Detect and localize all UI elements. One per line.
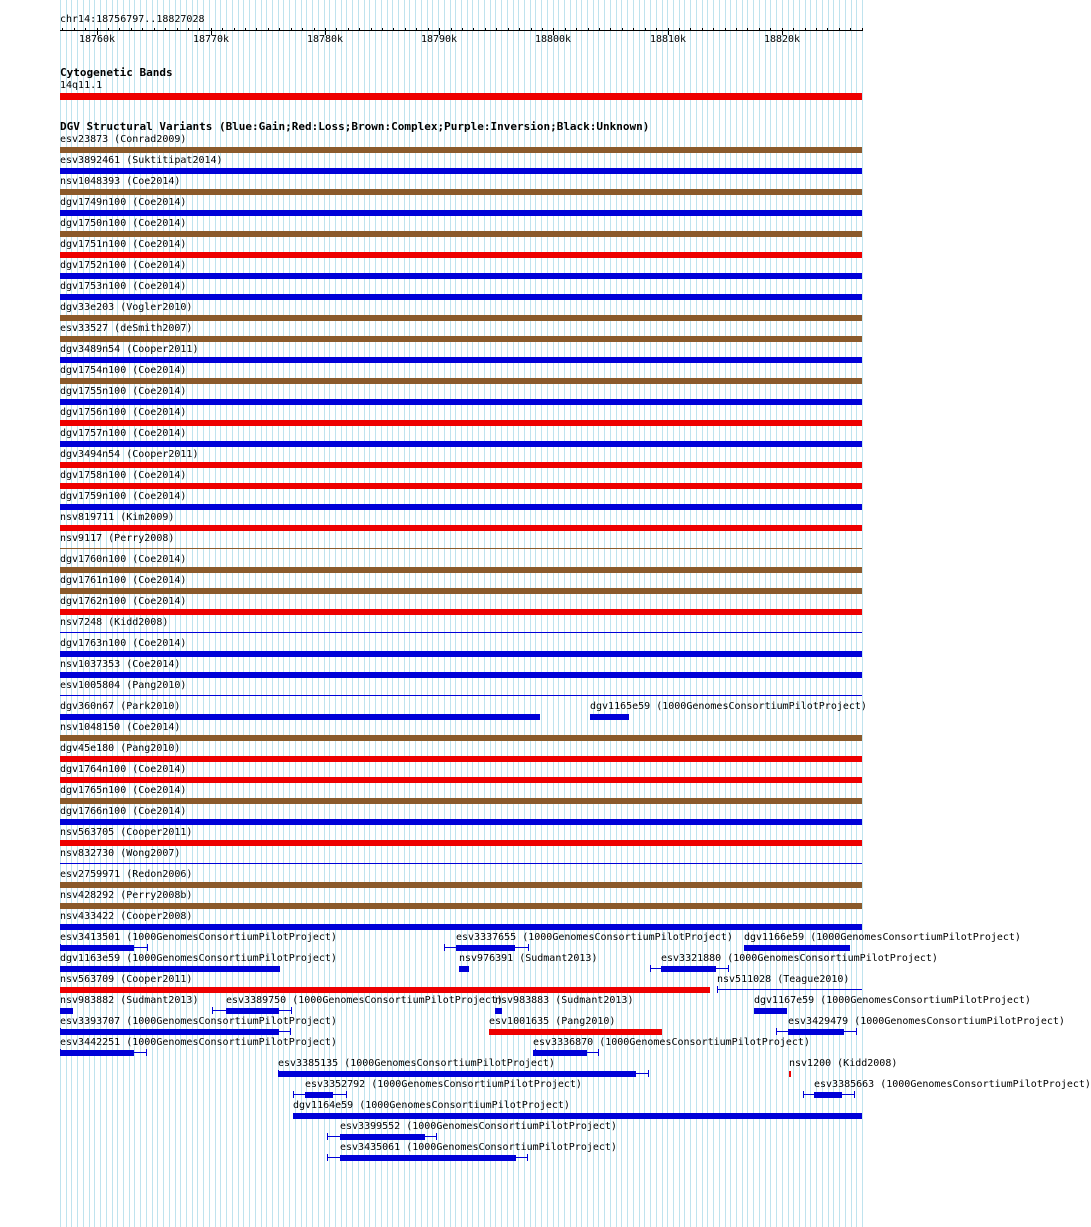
ruler-minor-tick	[770, 28, 771, 31]
variant-whisker-cap	[327, 1133, 328, 1140]
variant-label[interactable]: nsv9117 (Perry2008)	[60, 533, 175, 544]
ruler-minor-tick	[588, 28, 589, 31]
ruler-minor-tick	[565, 28, 566, 31]
variant-bar[interactable]	[60, 945, 134, 951]
variant-label[interactable]: dgv1766n100 (Coe2014)	[60, 806, 187, 817]
variant-label[interactable]: dgv33e203 (Vogler2010)	[60, 302, 193, 313]
ruler-position: chr14:18756797..18827028	[60, 14, 205, 25]
variant-bar[interactable]	[60, 315, 862, 321]
variant-label[interactable]: esv3337655 (1000GenomesConsortiumPilotProject)	[456, 932, 733, 943]
variant-whisker-cap	[728, 965, 729, 972]
ruler-minor-tick	[839, 28, 840, 31]
variant-whisker-cap	[60, 1049, 61, 1056]
variant-label[interactable]: nsv433422 (Cooper2008)	[60, 911, 193, 922]
variant-label[interactable]: dgv1765n100 (Coe2014)	[60, 785, 187, 796]
variant-bar[interactable]	[60, 863, 862, 864]
variant-label[interactable]: esv3389750 (1000GenomesConsortiumPilotProject)	[226, 995, 503, 1006]
variant-bar[interactable]	[60, 588, 862, 594]
ruler-tick-label: 18780k	[306, 34, 344, 45]
variant-bar[interactable]	[533, 1050, 587, 1056]
variant-bar[interactable]	[60, 420, 862, 426]
ruler-minor-tick	[108, 28, 109, 31]
variant-label[interactable]: dgv360n67 (Park2010)	[60, 701, 181, 712]
variant-label[interactable]: esv3413501 (1000GenomesConsortiumPilotProject)	[60, 932, 337, 943]
variant-label[interactable]: dgv1164e59 (1000GenomesConsortiumPilotProject)	[293, 1100, 570, 1111]
variant-bar[interactable]	[661, 966, 716, 972]
variant-label[interactable]: dgv1759n100 (Coe2014)	[60, 491, 187, 502]
variant-label[interactable]: nsv983882 (Sudmant2013)	[60, 995, 199, 1006]
variant-whisker	[60, 1052, 146, 1053]
variant-label[interactable]: esv3429479 (1000GenomesConsortiumPilotProject)	[788, 1016, 1065, 1027]
variant-bar[interactable]	[340, 1134, 425, 1140]
ruler-minor-tick	[382, 28, 383, 31]
variant-label[interactable]: dgv1167e59 (1000GenomesConsortiumPilotProject)	[754, 995, 1031, 1006]
ruler-minor-tick	[656, 28, 657, 31]
variant-label[interactable]: esv2759971 (Redon2006)	[60, 869, 193, 880]
ruler-minor-tick	[119, 28, 120, 31]
variant-whisker	[776, 1031, 856, 1032]
variant-bar[interactable]	[60, 903, 862, 909]
variant-label[interactable]: esv23873 (Conrad2009)	[60, 134, 187, 145]
variant-label[interactable]: esv3435061 (1000GenomesConsortiumPilotProject)	[340, 1142, 617, 1153]
variant-label[interactable]: dgv1165e59 (1000GenomesConsortiumPilotProject)	[590, 701, 867, 712]
variant-label[interactable]: esv3336870 (1000GenomesConsortiumPilotProject)	[533, 1037, 810, 1048]
variant-label[interactable]: esv3385135 (1000GenomesConsortiumPilotProject)	[278, 1058, 555, 1069]
variant-whisker-cap	[293, 1091, 294, 1098]
cyto-track-title[interactable]: Cytogenetic Bands	[60, 66, 173, 79]
ruler-minor-tick	[862, 28, 863, 31]
ruler-minor-tick	[827, 28, 828, 31]
variant-bar[interactable]	[60, 632, 862, 633]
ruler-tick-label: 18770k	[192, 34, 230, 45]
variant-bar[interactable]	[60, 147, 862, 153]
ruler-minor-tick	[805, 28, 806, 31]
variant-bar[interactable]	[60, 695, 862, 696]
variant-whisker	[650, 968, 728, 969]
variant-whisker-cap	[856, 1028, 857, 1035]
variant-bar[interactable]	[60, 210, 862, 216]
variant-bar[interactable]	[60, 252, 862, 258]
variant-whisker-cap	[212, 1007, 213, 1014]
variant-whisker-cap	[650, 965, 651, 972]
ruler-minor-tick	[188, 28, 189, 31]
cyto-band-bar[interactable]	[60, 93, 862, 100]
variant-bar[interactable]	[60, 294, 862, 300]
variant-whisker	[803, 1094, 854, 1095]
variant-label[interactable]: dgv1763n100 (Coe2014)	[60, 638, 187, 649]
variant-whisker	[212, 1010, 291, 1011]
variant-bar[interactable]	[814, 1092, 842, 1098]
variant-bar[interactable]	[60, 525, 862, 531]
variant-bar[interactable]	[754, 1008, 787, 1014]
variant-bar[interactable]	[60, 273, 862, 279]
variant-label[interactable]: nsv7248 (Kidd2008)	[60, 617, 169, 628]
ruler-minor-tick	[131, 28, 132, 31]
variant-bar[interactable]	[60, 714, 540, 720]
variant-label[interactable]: nsv832730 (Wong2007)	[60, 848, 181, 859]
variant-bar[interactable]	[60, 567, 862, 573]
variant-whisker	[327, 1136, 436, 1137]
variant-label[interactable]: nsv1048393 (Coe2014)	[60, 176, 181, 187]
ruler-minor-tick	[542, 28, 543, 31]
variant-label[interactable]: dgv45e180 (Pang2010)	[60, 743, 181, 754]
variant-label[interactable]: nsv976391 (Sudmant2013)	[459, 953, 598, 964]
ruler-minor-tick	[62, 28, 63, 31]
variant-whisker-cap	[598, 1049, 599, 1056]
variant-label[interactable]: esv3352792 (1000GenomesConsortiumPilotProject)	[305, 1079, 582, 1090]
ruler-minor-tick	[428, 28, 429, 31]
variant-label[interactable]: esv1005804 (Pang2010)	[60, 680, 187, 691]
ruler-minor-tick	[531, 28, 532, 31]
variant-bar[interactable]	[60, 441, 862, 447]
variant-bar[interactable]	[60, 651, 862, 657]
ruler-minor-tick	[268, 28, 269, 31]
ruler-minor-tick	[519, 28, 520, 31]
ruler-minor-tick	[462, 28, 463, 31]
variant-whisker	[60, 947, 147, 948]
ruler-minor-tick	[736, 28, 737, 31]
variant-bar[interactable]	[60, 504, 862, 510]
ruler-minor-tick	[348, 28, 349, 31]
variant-bar[interactable]	[60, 840, 862, 846]
variant-bar[interactable]	[60, 483, 862, 489]
variant-bar[interactable]	[293, 1113, 862, 1119]
variant-bar[interactable]	[590, 714, 629, 720]
ruler-minor-tick	[702, 28, 703, 31]
ruler-minor-tick	[234, 28, 235, 31]
variant-bar[interactable]	[60, 756, 862, 762]
variant-bar[interactable]	[60, 609, 862, 615]
ruler-minor-tick	[747, 28, 748, 31]
ruler-minor-tick	[314, 28, 315, 31]
variant-bar[interactable]	[60, 336, 862, 342]
variant-whisker-cap	[854, 1091, 855, 1098]
ruler-minor-tick	[816, 28, 817, 31]
variant-label[interactable]: dgv1753n100 (Coe2014)	[60, 281, 187, 292]
variant-bar[interactable]	[60, 399, 862, 405]
variant-whisker-cap	[444, 944, 445, 951]
variant-bar[interactable]	[226, 1008, 279, 1014]
ruler-minor-tick	[279, 28, 280, 31]
variant-bar[interactable]	[60, 548, 862, 549]
variant-whisker	[535, 1052, 598, 1053]
ruler-tick-label: 18790k	[420, 34, 458, 45]
variant-bar[interactable]	[60, 462, 862, 468]
variant-label[interactable]: dgv1762n100 (Coe2014)	[60, 596, 187, 607]
variant-bar[interactable]	[278, 1071, 636, 1077]
variant-bar[interactable]	[60, 735, 862, 741]
variant-bar[interactable]	[744, 945, 850, 951]
variant-label[interactable]: dgv1756n100 (Coe2014)	[60, 407, 187, 418]
variant-whisker-cap	[146, 1049, 147, 1056]
variant-label[interactable]: nsv563705 (Cooper2011)	[60, 827, 193, 838]
variant-bar[interactable]	[456, 945, 515, 951]
ruler-minor-tick	[473, 28, 474, 31]
ruler-minor-tick	[359, 28, 360, 31]
variant-label[interactable]: dgv1752n100 (Coe2014)	[60, 260, 187, 271]
variant-bar[interactable]	[717, 989, 862, 990]
variant-bar[interactable]	[495, 1008, 502, 1014]
variant-label[interactable]: dgv1163e59 (1000GenomesConsortiumPilotProject)	[60, 953, 337, 964]
ruler-minor-tick	[725, 28, 726, 31]
variant-label[interactable]: nsv1200 (Kidd2008)	[789, 1058, 898, 1069]
variant-label[interactable]: dgv1166e59 (1000GenomesConsortiumPilotProject)	[744, 932, 1021, 943]
ruler-minor-tick	[199, 28, 200, 31]
variant-label[interactable]: esv3892461 (Suktitipat2014)	[60, 155, 223, 166]
variant-label[interactable]: nsv1037353 (Coe2014)	[60, 659, 181, 670]
variant-bar[interactable]	[60, 1029, 279, 1035]
ruler-minor-tick	[679, 28, 680, 31]
variant-bar[interactable]	[459, 966, 469, 972]
ruler-minor-tick	[793, 28, 794, 31]
variant-bar[interactable]	[60, 1008, 73, 1014]
variant-end-cap	[717, 986, 718, 993]
variant-label[interactable]: dgv1750n100 (Coe2014)	[60, 218, 187, 229]
ruler-minor-tick	[610, 28, 611, 31]
variant-bar[interactable]	[60, 924, 862, 930]
variant-whisker-cap	[60, 944, 61, 951]
variant-whisker-cap	[327, 1154, 328, 1161]
ruler-minor-tick	[622, 28, 623, 31]
variant-whisker-cap	[776, 1028, 777, 1035]
variant-whisker-cap	[291, 1007, 292, 1014]
variant-whisker-cap	[803, 1091, 804, 1098]
ruler-minor-tick	[165, 28, 166, 31]
variant-whisker	[444, 947, 528, 948]
variant-whisker-cap	[436, 1133, 437, 1140]
variant-bar[interactable]	[60, 966, 280, 972]
ruler-tick-label: 18810k	[649, 34, 687, 45]
ruler-minor-tick	[416, 28, 417, 31]
variant-whisker-cap	[278, 1070, 279, 1077]
ruler-minor-tick	[451, 28, 452, 31]
variant-label[interactable]: dgv3494n54 (Cooper2011)	[60, 449, 199, 460]
variant-whisker	[60, 1031, 290, 1032]
variant-whisker-cap	[528, 944, 529, 951]
variant-bar[interactable]	[60, 798, 862, 804]
variant-bar[interactable]	[60, 882, 862, 888]
variant-whisker	[293, 1094, 346, 1095]
ruler-minor-tick	[850, 28, 851, 31]
ruler-minor-tick	[393, 28, 394, 31]
variant-bar[interactable]	[60, 231, 862, 237]
variant-bar[interactable]	[60, 777, 862, 783]
variant-bar[interactable]	[60, 357, 862, 363]
ruler-minor-tick	[291, 28, 292, 31]
variant-label[interactable]: dgv1754n100 (Coe2014)	[60, 365, 187, 376]
ruler-tick-label: 18820k	[763, 34, 801, 45]
ruler-minor-tick	[496, 28, 497, 31]
variant-label[interactable]: dgv1760n100 (Coe2014)	[60, 554, 187, 565]
variant-label[interactable]: esv3393707 (1000GenomesConsortiumPilotProject)	[60, 1016, 337, 1027]
ruler-tick-label: 18760k	[78, 34, 116, 45]
variant-label[interactable]: esv1001635 (Pang2010)	[489, 1016, 616, 1027]
variant-bar[interactable]	[60, 1050, 134, 1056]
variant-bar[interactable]	[60, 168, 862, 174]
variant-whisker-cap	[290, 1028, 291, 1035]
variant-label[interactable]: dgv1749n100 (Coe2014)	[60, 197, 187, 208]
ruler-minor-tick	[371, 28, 372, 31]
ruler-minor-tick	[245, 28, 246, 31]
variant-bar[interactable]	[60, 189, 862, 195]
variant-label[interactable]: nsv1048150 (Coe2014)	[60, 722, 181, 733]
ruler-minor-tick	[576, 28, 577, 31]
ruler-minor-tick	[485, 28, 486, 31]
variant-bar[interactable]	[60, 672, 862, 678]
variant-bar[interactable]	[60, 378, 862, 384]
variant-label[interactable]: nsv563709 (Cooper2011)	[60, 974, 193, 985]
variant-label[interactable]: nsv511028 (Teague2010)	[717, 974, 850, 985]
ruler-minor-tick	[154, 28, 155, 31]
variant-label[interactable]: esv3385663 (1000GenomesConsortiumPilotProject)	[814, 1079, 1091, 1090]
variant-bar[interactable]	[340, 1155, 516, 1161]
variant-label[interactable]: nsv819711 (Kim2009)	[60, 512, 175, 523]
variant-whisker-cap	[147, 944, 148, 951]
variant-bar[interactable]	[305, 1092, 333, 1098]
variant-label[interactable]: esv33527 (deSmith2007)	[60, 323, 193, 334]
ruler-minor-tick	[74, 28, 75, 31]
ruler-minor-tick	[633, 28, 634, 31]
variant-bar[interactable]	[60, 819, 862, 825]
ruler-minor-tick	[599, 28, 600, 31]
variant-whisker	[278, 1073, 648, 1074]
ruler-minor-tick	[713, 28, 714, 31]
variant-whisker-cap	[648, 1070, 649, 1077]
variant-bar[interactable]	[788, 1029, 844, 1035]
variant-label[interactable]: dgv1757n100 (Coe2014)	[60, 428, 187, 439]
variant-label[interactable]: dgv1758n100 (Coe2014)	[60, 470, 187, 481]
ruler-minor-tick	[759, 28, 760, 31]
variant-label[interactable]: dgv3489n54 (Cooper2011)	[60, 344, 199, 355]
variant-bar[interactable]	[489, 1029, 662, 1035]
variant-label[interactable]: esv3321880 (1000GenomesConsortiumPilotProject)	[661, 953, 938, 964]
variant-label[interactable]: dgv1755n100 (Coe2014)	[60, 386, 187, 397]
ruler-minor-tick	[256, 28, 257, 31]
variant-label[interactable]: dgv1751n100 (Coe2014)	[60, 239, 187, 250]
dgv-track-title[interactable]: DGV Structural Variants (Blue:Gain;Red:Loss;Brown:Complex;Purple:Inversion;Black:Unknown)	[60, 120, 650, 133]
ruler-minor-tick	[508, 28, 509, 31]
variant-whisker-cap	[527, 1154, 528, 1161]
variant-label[interactable]: nsv428292 (Perry2008b)	[60, 890, 193, 901]
ruler-minor-tick	[336, 28, 337, 31]
ruler-minor-tick	[222, 28, 223, 31]
variant-bar[interactable]	[60, 987, 710, 993]
variant-whisker-cap	[60, 1028, 61, 1035]
cyto-band-label: 14q11.1	[60, 80, 103, 91]
variant-label[interactable]: esv3442251 (1000GenomesConsortiumPilotProject)	[60, 1037, 337, 1048]
variant-whisker-cap	[346, 1091, 347, 1098]
variant-label[interactable]: esv3399552 (1000GenomesConsortiumPilotProject)	[340, 1121, 617, 1132]
ruler-minor-tick	[690, 28, 691, 31]
variant-whisker	[327, 1157, 527, 1158]
variant-label[interactable]: dgv1761n100 (Coe2014)	[60, 575, 187, 586]
ruler-minor-tick	[405, 28, 406, 31]
ruler-minor-tick	[177, 28, 178, 31]
ruler-minor-tick	[142, 28, 143, 31]
ruler-minor-tick	[645, 28, 646, 31]
variant-whisker-cap	[535, 1049, 536, 1056]
ruler-axis	[60, 30, 862, 31]
ruler-minor-tick	[85, 28, 86, 31]
ruler-tick-label: 18800k	[534, 34, 572, 45]
variant-label[interactable]: dgv1764n100 (Coe2014)	[60, 764, 187, 775]
variant-label[interactable]: nsv983883 (Sudmant2013)	[495, 995, 634, 1006]
ruler-minor-tick	[302, 28, 303, 31]
variant-bar[interactable]	[789, 1071, 791, 1077]
